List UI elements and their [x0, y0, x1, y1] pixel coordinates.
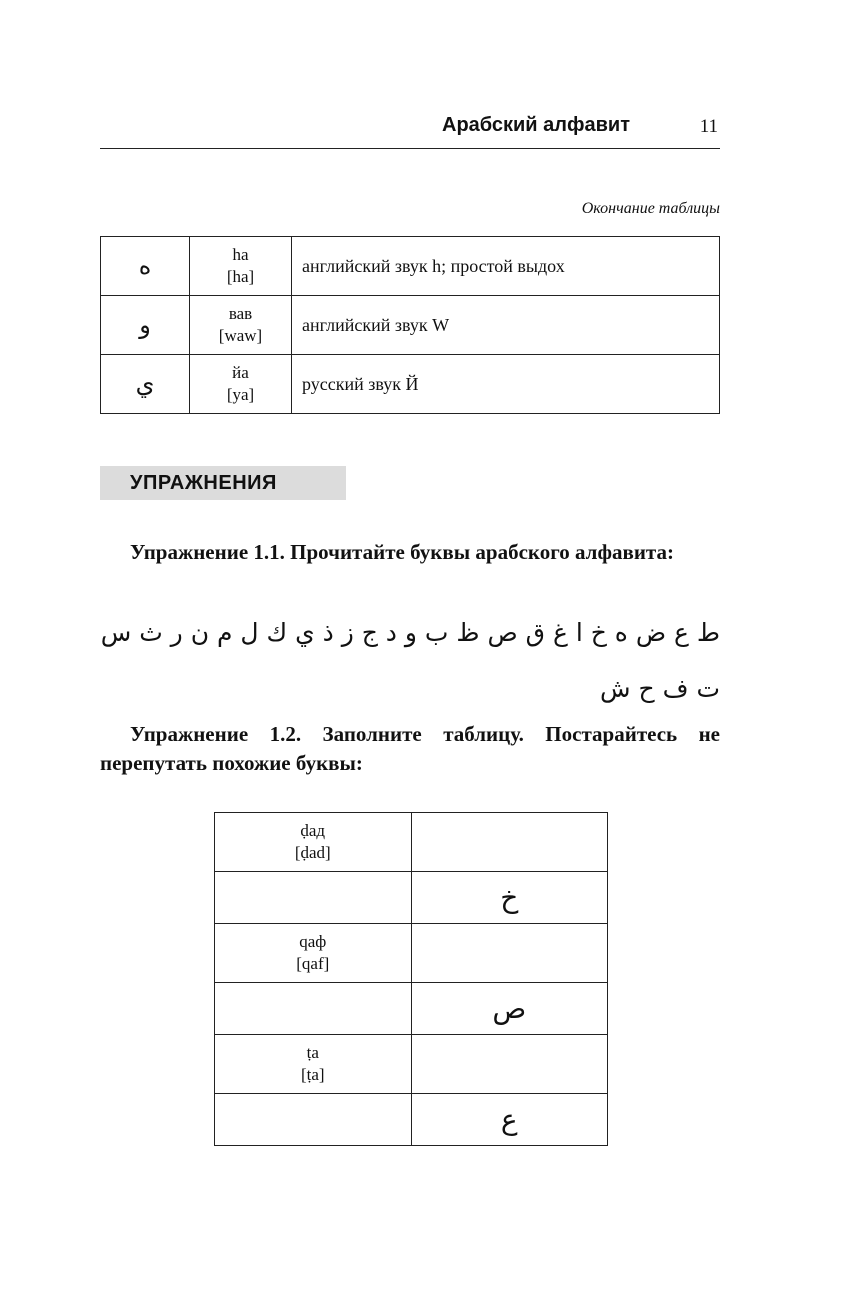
table-caption: Окончание таблицы — [581, 200, 720, 217]
letter-name-cell — [215, 813, 412, 872]
arabic-letter-cell: ي — [101, 355, 190, 414]
page-header — [100, 108, 720, 149]
arabic-letter-cell — [411, 924, 608, 983]
letter-name-cell — [215, 1094, 412, 1146]
sound-description: русский звук Й — [292, 355, 720, 414]
letter-name-cell — [190, 237, 292, 296]
letter-name-cell — [215, 1035, 412, 1094]
sound-description: английский звук h; простой выдох — [292, 237, 720, 296]
letter-transcription: [waw] — [218, 326, 263, 345]
table-row — [215, 1094, 608, 1146]
letter-name-cell — [190, 296, 292, 355]
table-row — [101, 355, 720, 414]
arabic-letter-cell — [411, 813, 608, 872]
arabic-letter-cell: خ — [411, 872, 608, 924]
letter-name: qаф — [299, 932, 327, 951]
letter-name: йа — [232, 363, 249, 382]
table-row — [215, 1035, 608, 1094]
arabic-letter-cell: ه — [101, 237, 190, 296]
letter-name-cell — [215, 983, 412, 1035]
letter-name: ḍад — [300, 821, 326, 840]
letter-transcription: [ya] — [226, 385, 255, 404]
table-row — [215, 924, 608, 983]
table-row — [215, 872, 608, 924]
sound-description: английский звук W — [292, 296, 720, 355]
section-title: УПРАЖНЕНИЯ — [100, 466, 346, 500]
page-number: 11 — [699, 116, 718, 137]
table-row — [215, 983, 608, 1035]
alphabet-table — [100, 236, 720, 414]
fill-in-table — [214, 812, 608, 1146]
table-row — [101, 237, 720, 296]
table-row — [215, 813, 608, 872]
table-row — [101, 296, 720, 355]
letter-name-cell — [190, 355, 292, 414]
exercise-1-instruction: Упражнение 1.1. Прочитайте буквы арабского алфавита: — [130, 540, 674, 564]
letter-transcription: [qaf] — [296, 954, 330, 973]
letter-transcription: [ṭa] — [300, 1065, 325, 1084]
arabic-letter-cell — [411, 1035, 608, 1094]
running-title: Арабский алфавит — [442, 114, 630, 136]
letter-name-cell — [215, 872, 412, 924]
arabic-letter-cell: ع — [411, 1094, 608, 1146]
arabic-letter-cell: ص — [411, 983, 608, 1035]
letter-name: ha — [232, 245, 249, 264]
letter-transcription: [ḍad] — [294, 843, 331, 862]
exercise-2-instruction: Упражнение 1.2. Заполните таблицу. Постарайтесь не перепутать похожие буквы: — [100, 722, 720, 775]
exercise-1-letters: ط ع ض ه خ ا غ ق ص ظ ب و د ج ز ذ ي ك ل م ن ر ث س ت ف ح ش — [100, 618, 720, 703]
letter-transcription: [ha] — [226, 267, 255, 286]
letter-name: ṭa — [306, 1043, 319, 1062]
letter-name-cell — [215, 924, 412, 983]
letter-name: вав — [228, 304, 253, 323]
arabic-letter-cell: و — [101, 296, 190, 355]
